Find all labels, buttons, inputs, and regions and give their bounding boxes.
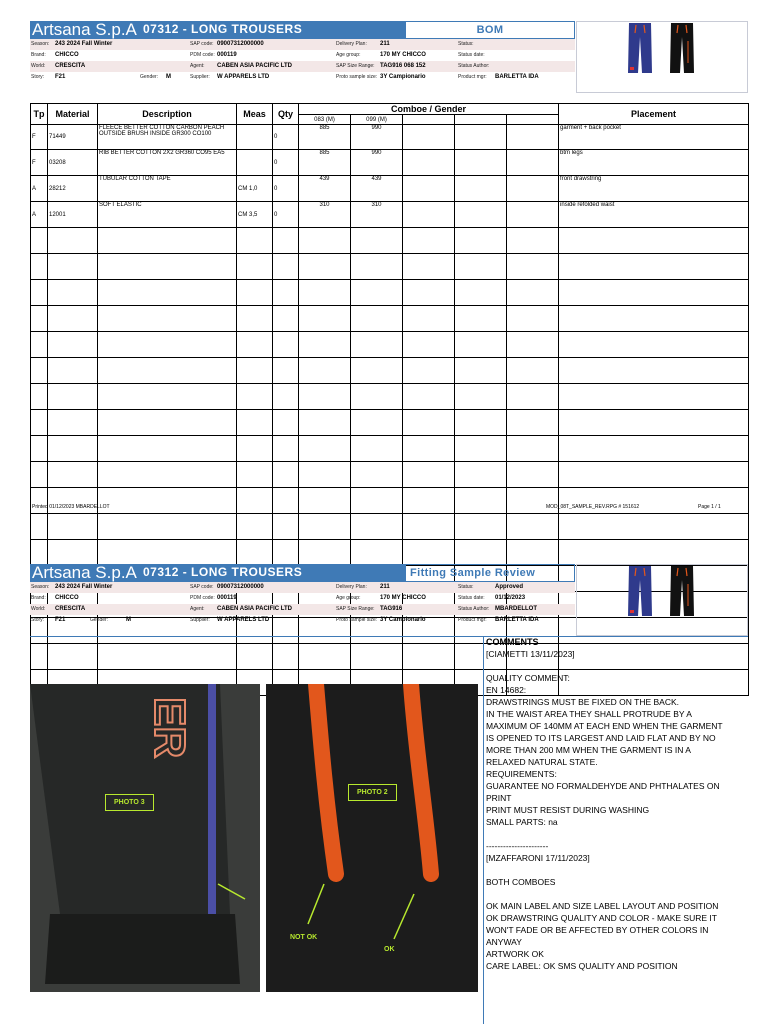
info-row: Story: F21 Gender: M Supplier: W APPARELS LTD Proto sample size: 3Y Campionario Product mgr: BARLETTA IDA xyxy=(30,72,575,83)
photo-2-label: PHOTO 2 xyxy=(348,784,397,801)
comment-line: GUARANTEE NO FORMALDEHYDE AND PHTHALATES ON xyxy=(486,781,720,791)
header-info xyxy=(30,39,575,93)
status-author-value: MBARDELLOT xyxy=(495,606,537,612)
cell-desc: RIB BETTER COTTON 2X2 GR360 CO95 EA5 xyxy=(98,150,237,176)
status-value: Approved xyxy=(495,584,524,590)
cell-c1: 885 xyxy=(299,125,351,150)
comment-line xyxy=(486,864,750,876)
comment-line: ANYWAY xyxy=(486,937,522,947)
company-name: Artsana S.p.A xyxy=(32,563,137,582)
cell-meas: CM 1,0 xyxy=(237,176,273,202)
photo-2-drawstrings xyxy=(266,684,478,992)
navy-trousers-icon xyxy=(627,566,653,618)
col-placement: Placement xyxy=(559,104,749,125)
navy-trousers-icon xyxy=(627,23,653,75)
comment-line: [MZAFFARONI 17/11/2023] xyxy=(486,853,590,863)
info-row: Season: 243 2024 Fall Winter SAP code: 09007312000000 Delivery Plan: 211 Status: xyxy=(30,39,575,50)
document-type: Fitting Sample Review xyxy=(405,564,575,582)
table-row xyxy=(31,384,749,410)
cell-qty: 0 xyxy=(273,202,299,228)
table-row xyxy=(31,125,749,150)
comment-line: REQUIREMENTS: xyxy=(486,769,557,779)
table-row xyxy=(31,488,749,514)
comment-line: EN 14682: xyxy=(486,685,527,695)
not-ok-label: NOT OK xyxy=(290,934,318,941)
story-value: F21 xyxy=(55,617,66,623)
cell-placement: inside refolded waist xyxy=(559,202,749,228)
sap-size-value: TAG916 xyxy=(380,606,403,612)
table-row xyxy=(31,514,749,540)
cell-desc: SOFT ELASTIC xyxy=(98,202,237,228)
sap-code-value: 09007312000000 xyxy=(217,41,264,47)
cell-meas xyxy=(237,150,273,176)
col-tp: Tp xyxy=(31,104,48,125)
sap-size-value: TAG916 068 152 xyxy=(380,63,426,69)
cell-placement: front drawstring xyxy=(559,176,749,202)
comment-line: RELAXED NATURAL STATE. xyxy=(486,757,598,767)
print-info: Printed 01/12/2023 MBARDELLOT xyxy=(32,504,110,510)
cell-meas: CM 3,5 xyxy=(237,202,273,228)
cell-c2: 310 xyxy=(351,202,403,228)
header-info xyxy=(30,582,575,636)
table-row xyxy=(31,540,749,566)
story-value: F21 xyxy=(55,74,66,80)
comment-line: IN THE WAIST AREA THEY SHALL PROTRUDE BY A xyxy=(486,709,692,719)
info-row: Brand: CHICCO PDM code: 000119 Age group: 170 MY CHICCO Status date: xyxy=(30,50,575,61)
info-row: Brand: CHICCO PDM code: 000119 Age group: 170 MY CHICCO Status date: 01/12/2023 xyxy=(30,593,575,604)
ok-label: OK xyxy=(384,946,395,953)
gender-value: M xyxy=(166,74,171,80)
comment-line: CARE LABEL: OK SMS QUALITY AND POSITION xyxy=(486,961,678,971)
season-value: 243 2024 Fall Winter xyxy=(55,41,113,47)
garment-thumbnail xyxy=(576,564,748,636)
col-qty: Qty xyxy=(273,104,299,125)
pdm-code-value: 000119 xyxy=(217,595,237,601)
brand-value: CHICCO xyxy=(55,595,79,601)
age-group-value: 170 MY CHICCO xyxy=(380,595,426,601)
delivery-value: 211 xyxy=(380,584,390,590)
table-row xyxy=(31,436,749,462)
comment-line: MORE THAN 200 MM WHEN THE GARMENT IS IN A xyxy=(486,745,691,755)
status-date-value: 01/12/2023 xyxy=(495,595,526,601)
table-row xyxy=(31,202,749,228)
world-value: CRESCITA xyxy=(55,606,86,612)
age-group-value: 170 MY CHICCO xyxy=(380,52,426,58)
cell-material: 28212 xyxy=(48,176,98,202)
comment-line: [CIAMETTI 13/11/2023] xyxy=(486,649,575,659)
season-value: 243 2024 Fall Winter xyxy=(55,584,113,590)
comments-panel xyxy=(483,636,750,1024)
document-type: BOM xyxy=(405,21,575,39)
table-row xyxy=(31,332,749,358)
info-row: Season: 243 2024 Fall Winter SAP code: 09007312000000 Delivery Plan: 211 Status: Approved xyxy=(30,582,575,593)
comments-text xyxy=(486,648,750,972)
sap-code-value: 09007312000000 xyxy=(217,584,264,590)
table-row xyxy=(31,254,749,280)
table-row xyxy=(31,176,749,202)
comment-line xyxy=(486,660,750,672)
comment-line: BOTH COMBOES xyxy=(486,877,556,887)
comment-line: ---------------------- xyxy=(486,841,549,851)
cell-material: 03208 xyxy=(48,150,98,176)
col-description: Description xyxy=(98,104,237,125)
cell-c1: 310 xyxy=(299,202,351,228)
combo-083: 083 (M) xyxy=(299,115,351,125)
brand-value: CHICCO xyxy=(55,52,79,58)
black-trousers-icon xyxy=(669,23,695,75)
cell-material: 71449 xyxy=(48,125,98,150)
comment-line: ARTWORK OK xyxy=(486,949,544,959)
product-manager-value: BARLETTA IDA xyxy=(495,74,539,80)
header-bar xyxy=(30,21,405,39)
cell-placement: btm legs xyxy=(559,150,749,176)
proto-size-value: 3Y Campionario xyxy=(380,617,426,623)
table-row xyxy=(31,306,749,332)
drawstrings-image xyxy=(266,684,478,992)
comment-line: PRINT xyxy=(486,793,512,803)
col-meas: Meas xyxy=(237,104,273,125)
cell-desc: FLEECE BETTER COTTON CARBON PEACH OUTSIDE BRUSH INSIDE GR300 CO100 xyxy=(98,125,237,150)
table-row xyxy=(31,462,749,488)
info-row: Story: F21 Gender: M Supplier: W APPARELS LTD Proto sample size: 3Y Campionario Product mgr: BARLETTA IDA xyxy=(30,615,575,626)
comment-line: MAXIMUM OF 140MM AT EACH END WHEN THE GARMENT xyxy=(486,721,723,731)
svg-text:ER: ER xyxy=(145,697,194,759)
cell-tp: F xyxy=(31,150,48,176)
cell-qty: 0 xyxy=(273,125,299,150)
info-row: World: CRESCITA Agent: CABEN ASIA PACIFIC LTD SAP Size Range: TAG916 Status Author: MBARDELLOT xyxy=(30,604,575,615)
cell-c1: 885 xyxy=(299,150,351,176)
gender-value: M xyxy=(126,617,131,623)
agent-value: CABEN ASIA PACIFIC LTD xyxy=(217,606,292,612)
cell-meas xyxy=(237,125,273,150)
comment-line: SMALL PARTS: na xyxy=(486,817,558,827)
product-manager-value: BARLETTA IDA xyxy=(495,617,539,623)
cell-desc: TUBULAR COTTON TAPE xyxy=(98,176,237,202)
table-row xyxy=(31,410,749,436)
cell-c2: 439 xyxy=(351,176,403,202)
info-row: World: CRESCITA Agent: CABEN ASIA PACIFIC LTD SAP Size Range: TAG916 068 152 Status Author: xyxy=(30,61,575,72)
table-row xyxy=(31,150,749,176)
comment-line: PRINT MUST RESIST DURING WASHING xyxy=(486,805,650,815)
comment-line xyxy=(486,888,750,900)
cell-qty: 0 xyxy=(273,150,299,176)
table-row xyxy=(31,280,749,306)
table-row xyxy=(31,228,749,254)
delivery-value: 211 xyxy=(380,41,390,47)
cell-tp: A xyxy=(31,202,48,228)
comment-line: OK MAIN LABEL AND SIZE LABEL LAYOUT AND POSITION xyxy=(486,901,719,911)
supplier-value: W APPARELS LTD xyxy=(217,617,270,623)
col-comboe-gender: Comboe / Gender xyxy=(299,104,559,115)
cell-placement: garment + back pocket xyxy=(559,125,749,150)
comment-line: IS OPENED TO ITS LARGEST AND LAID FLAT AND BY NO xyxy=(486,733,716,743)
bom-page xyxy=(30,21,748,521)
cell-c2: 990 xyxy=(351,125,403,150)
proto-size-value: 3Y Campionario xyxy=(380,74,426,80)
article-title: 07312 - LONG TROUSERS xyxy=(143,565,303,579)
photo-3-label: PHOTO 3 xyxy=(105,794,154,811)
form-reference: MOD_08T_SAMPLE_REV.RPG # 151612 xyxy=(546,504,640,510)
photo-3-leg-cuff xyxy=(30,684,260,992)
comment-line: QUALITY COMMENT: xyxy=(486,673,570,683)
comments-title: COMMENTS xyxy=(486,637,539,647)
garment-thumbnail xyxy=(576,21,748,93)
leg-cuff-image xyxy=(30,684,260,992)
header-bar xyxy=(30,564,405,582)
table-row xyxy=(31,358,749,384)
world-value: CRESCITA xyxy=(55,63,86,69)
page-number: Page 1 / 1 xyxy=(698,504,721,510)
company-name: Artsana S.p.A xyxy=(32,20,137,39)
article-title: 07312 - LONG TROUSERS xyxy=(143,22,303,36)
comment-line: WON'T FADE OR BE AFFECTED BY OTHER COLORS IN xyxy=(486,925,709,935)
black-trousers-icon xyxy=(669,566,695,618)
cell-material: 12001 xyxy=(48,202,98,228)
cell-qty: 0 xyxy=(273,176,299,202)
cell-tp: F xyxy=(31,125,48,150)
comment-line: OK DRAWSTRING QUALITY AND COLOR - MAKE SURE IT xyxy=(486,913,717,923)
agent-value: CABEN ASIA PACIFIC LTD xyxy=(217,63,292,69)
comment-line xyxy=(486,828,750,840)
comment-line: DRAWSTRINGS MUST BE FIXED ON THE BACK. xyxy=(486,697,680,707)
pdm-code-value: 000119 xyxy=(217,52,237,58)
cell-tp: A xyxy=(31,176,48,202)
cell-c2: 990 xyxy=(351,150,403,176)
cell-c1: 439 xyxy=(299,176,351,202)
combo-099: 099 (M) xyxy=(351,115,403,125)
col-material: Material xyxy=(48,104,98,125)
supplier-value: W APPARELS LTD xyxy=(217,74,270,80)
